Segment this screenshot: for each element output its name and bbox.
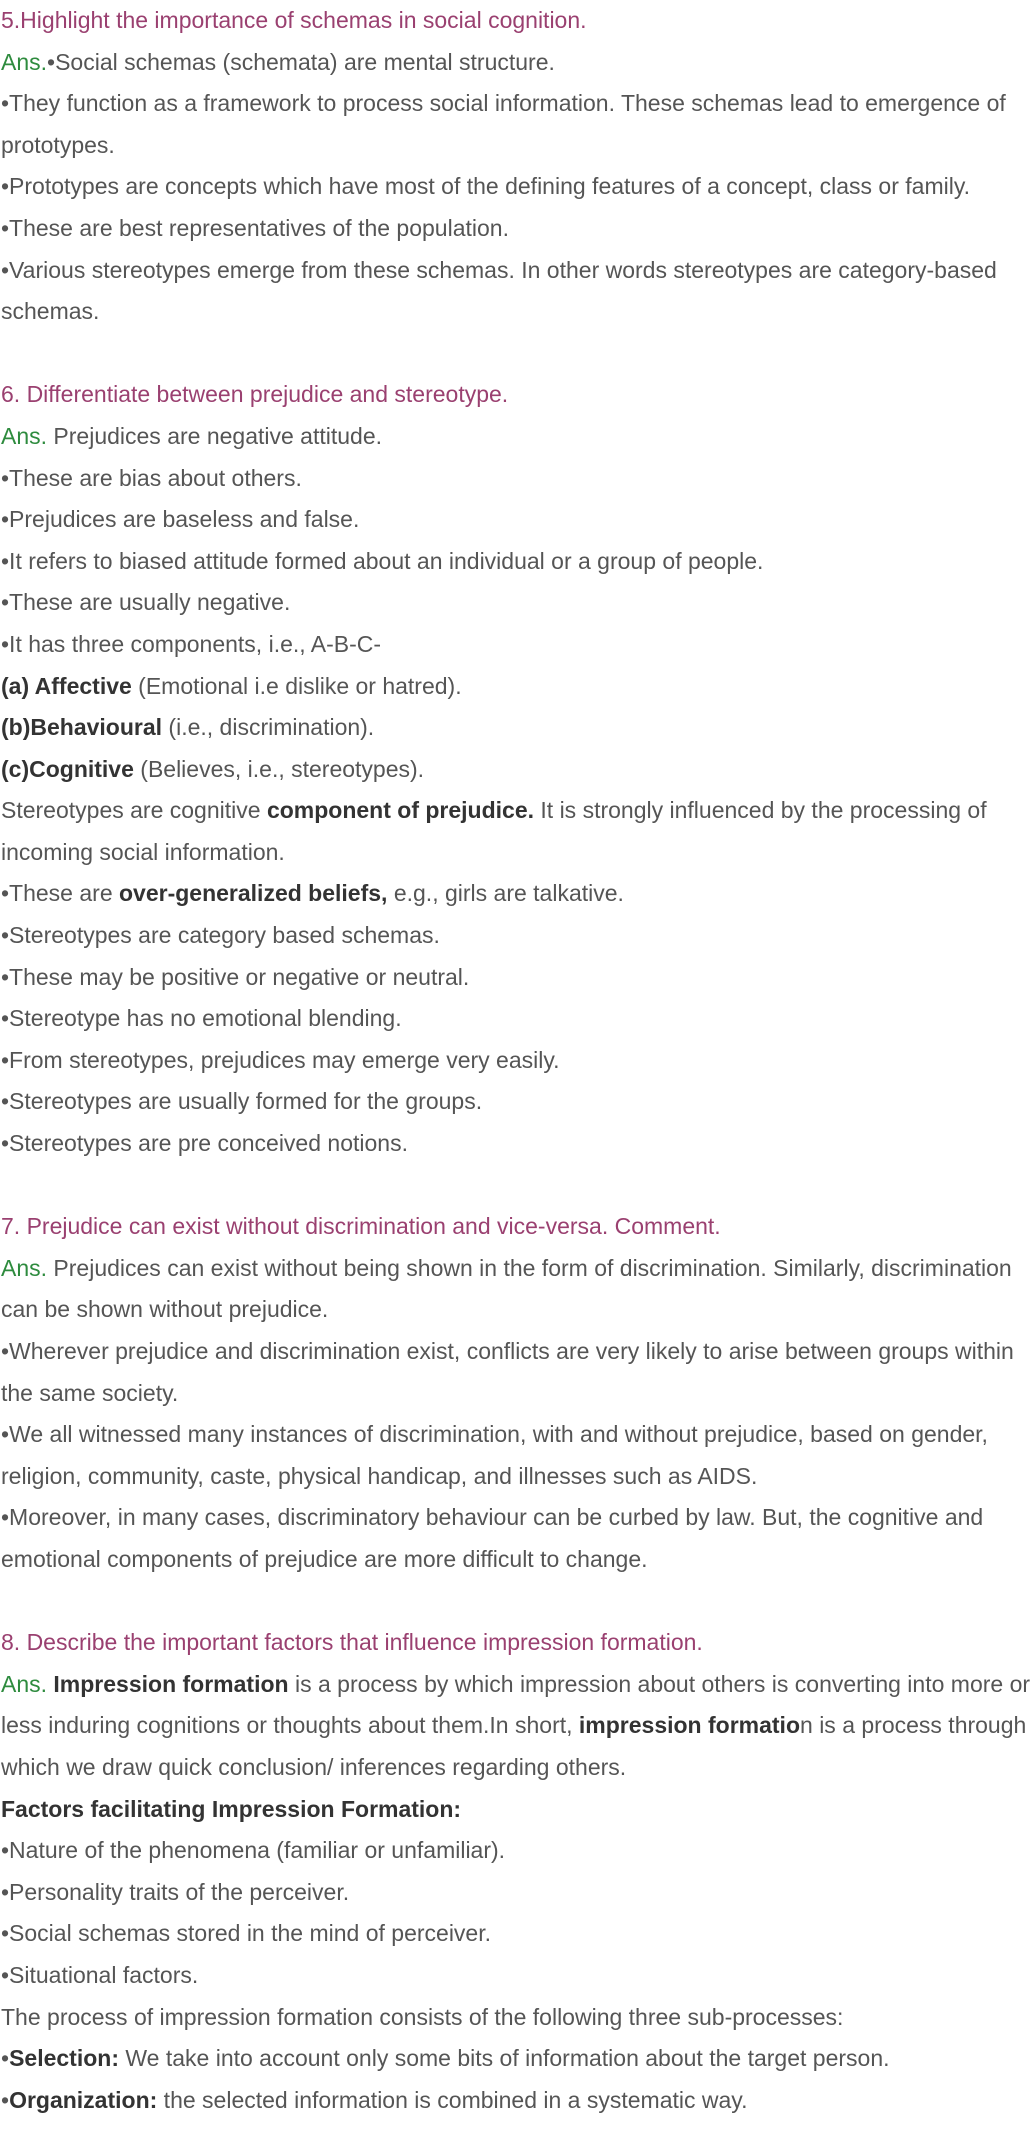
bold-term: Selection: xyxy=(9,2045,119,2072)
answer-line xyxy=(1,1331,1033,1414)
answer-line xyxy=(1,166,1033,208)
text-run: n is a process through which we draw quick conclusion/ inferences regarding others. xyxy=(1,1712,1027,1780)
bold-term: over-generalized beliefs, xyxy=(119,880,388,907)
section-spacer xyxy=(1,1581,1033,1623)
text-run: •Situational factors. xyxy=(1,1961,199,1988)
bold-term: component of prejudice. xyxy=(266,797,535,824)
text-run: •It has three components, i.e., A-B-C- xyxy=(1,630,382,657)
text-run: •They function as a framework to process social information. These schemas lead to emergence of prototypes. xyxy=(1,90,1006,158)
text-run: •Various stereotypes emerge from these schemas. In other words stereotypes are category-based schemas. xyxy=(1,256,997,325)
text-run: • xyxy=(1,2045,10,2072)
answer-line xyxy=(1,624,1033,666)
text-run: •Prejudices are baseless and false. xyxy=(1,506,360,533)
answer-line xyxy=(1,42,1033,84)
text-run: •From stereotypes, prejudices may emerge very easily. xyxy=(1,1046,560,1073)
answer-line xyxy=(1,1414,1033,1497)
answer-line xyxy=(1,1830,1033,1872)
answer-line xyxy=(1,1248,1033,1331)
answer-line xyxy=(1,873,1033,915)
text-run: •It refers to biased attitude formed about an individual or a group of people. xyxy=(1,547,764,574)
answer-line xyxy=(1,416,1033,458)
text-run: e.g., girls are talkative. xyxy=(387,880,624,907)
bold-term: Organization: xyxy=(9,2086,158,2113)
text-run: •These are usually negative. xyxy=(1,589,291,616)
answer-label: Ans. xyxy=(1,1254,48,1281)
answer-line xyxy=(1,1789,1033,1831)
text-run: the selected information is combined in a systematic way. xyxy=(157,2086,748,2113)
answer-line xyxy=(1,1997,1033,2039)
text-run: It is strongly influenced by the processing of incoming social information. xyxy=(1,797,987,865)
answer-line xyxy=(1,1955,1033,1997)
bold-term: Impression formation xyxy=(53,1670,289,1697)
text-run: •Stereotypes are pre conceived notions. xyxy=(1,1130,408,1157)
text-run: •Stereotypes are category based schemas. xyxy=(1,922,440,949)
text-run: •We all witnessed many instances of discrimination, with and without prejudice, based on gender, religion, community, caste, physical handicap, and illnesses such as AIDS. xyxy=(1,1421,988,1489)
answer-line xyxy=(1,1123,1033,1165)
text-run: We take into account only some bits of information about the target person. xyxy=(118,2045,890,2072)
text-run: •Personality traits of the perceiver. xyxy=(1,1878,350,1905)
answer-line xyxy=(1,998,1033,1040)
text-run: (Emotional i.e dislike or hatred). xyxy=(131,672,462,699)
answer-label: Ans. xyxy=(1,1670,48,1697)
answer-line xyxy=(1,666,1033,708)
text-run: (i.e., discrimination). xyxy=(162,714,375,741)
text-run: • xyxy=(1,2086,10,2113)
text-run: is a process by which impression about others is converting into more or less induring cognitions or thoughts about them.In short, xyxy=(1,1670,1031,1739)
question-heading: 5.Highlight the importance of schemas in social cognition. xyxy=(1,7,587,33)
answer-line xyxy=(1,1497,1033,1580)
bold-term: (c)Cognitive xyxy=(1,755,134,782)
text-run: Stereotypes are cognitive xyxy=(1,797,267,824)
answer-line xyxy=(1,915,1033,957)
answer-line xyxy=(1,250,1033,333)
text-run: •These may be positive or negative or neutral. xyxy=(1,963,470,990)
text-run: Prejudices can exist without being shown in the form of discrimination. Similarly, discrimination can be shown without prejudice. xyxy=(1,1254,1012,1323)
question-heading: 6. Differentiate between prejudice and stereotype. xyxy=(1,381,509,408)
answer-line xyxy=(1,957,1033,999)
subheading: Factors facilitating Impression Formation: xyxy=(1,1795,462,1822)
text-run: •Social schemas stored in the mind of perceiver. xyxy=(1,1920,492,1947)
section-spacer xyxy=(1,1165,1033,1207)
text-run: •Stereotype has no emotional blending. xyxy=(1,1005,402,1032)
answer-line xyxy=(1,83,1033,166)
text-run: •These are best representatives of the population. xyxy=(1,214,509,241)
bold-term: impression formatio xyxy=(578,1712,801,1739)
text-run: (Believes, i.e., stereotypes). xyxy=(133,755,425,782)
answer-line xyxy=(1,707,1033,749)
answer-line xyxy=(1,1872,1033,1914)
answer-line xyxy=(1,749,1033,791)
question-heading: 8. Describe the important factors that influence impression formation. xyxy=(1,1629,703,1656)
section-spacer xyxy=(1,333,1033,375)
answer-line xyxy=(1,1664,1033,1789)
answer-line xyxy=(1,2080,1033,2122)
text-run: The process of impression formation consists of the following three sub-processes: xyxy=(1,2003,844,2030)
answer-label: Ans. xyxy=(1,422,48,449)
text-run: •Stereotypes are usually formed for the groups. xyxy=(1,1088,483,1115)
text-run: Prejudices are negative attitude. xyxy=(47,422,383,449)
answer-line xyxy=(1,2038,1033,2080)
answer-label: Ans. xyxy=(1,48,48,75)
answer-line xyxy=(1,458,1033,500)
answer-line xyxy=(1,1040,1033,1082)
text-run: •Social schemas (schemata) are mental structure. xyxy=(47,48,555,75)
text-run: •Nature of the phenomena (familiar or unfamiliar). xyxy=(1,1837,506,1864)
text-run: •These are bias about others. xyxy=(1,464,302,491)
text-run: •Prototypes are concepts which have most of the defining features of a concept, class or family. xyxy=(1,173,971,200)
answer-line xyxy=(1,582,1033,624)
answer-line xyxy=(1,1081,1033,1123)
text-run: •Moreover, in many cases, discriminatory behaviour can be curbed by law. But, the cognitive and emotional components of prejudice are more difficult to change. xyxy=(1,1504,984,1572)
answer-line xyxy=(1,541,1033,583)
answer-line xyxy=(1,790,1033,873)
bold-term: (a) Affective xyxy=(1,672,132,699)
question-heading: 7. Prejudice can exist without discrimination and vice-versa. Comment. xyxy=(1,1213,721,1240)
answer-line xyxy=(1,208,1033,250)
text-run: •Wherever prejudice and discrimination exist, conflicts are very likely to arise between groups within the same society. xyxy=(1,1338,1014,1406)
text-run: •These are xyxy=(1,880,119,907)
bold-term: (b)Behavioural xyxy=(1,714,163,741)
answer-line xyxy=(1,499,1033,541)
answer-line xyxy=(1,1913,1033,1955)
